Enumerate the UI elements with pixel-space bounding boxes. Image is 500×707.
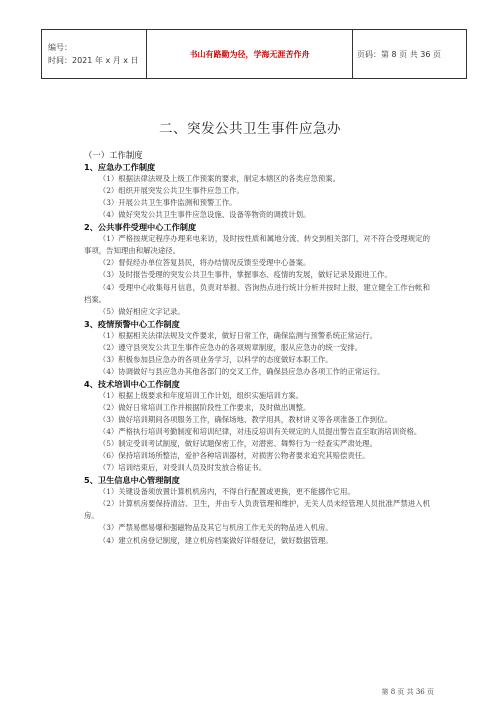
page-header (41, 29, 467, 79)
paragraph: （4）建立机房登记制度，建立机房档案做好详细登记，做好数据管理。 (98, 535, 333, 545)
paragraph: （1）根据上级要求和年度培训工作计划，组织实施培训方案。 (98, 390, 304, 400)
paragraph: （6）保持培训场所整洁，爱护各种培训器材，对损害公物者要求追究其赔偿责任。 (98, 451, 370, 461)
paragraph: （4）协调做好与县应急办其他各部门的交叉工作，确保县应急办各项工作的正常运行。 (98, 366, 385, 376)
paragraph: （1）严格按规定程序办理来电来访，及时按性质和属地分流、转交到相关部门，对不符合受理规定的事项，告知理由和解决途径。 (84, 234, 430, 256)
paragraph: （2）组织开展突发公共卫生事件应急工作。 (98, 186, 244, 196)
subsection-heading: 3、疫情预警中心工作制度 (84, 318, 180, 329)
page-info: 页码：第 8 页 共 36 页 (353, 30, 467, 79)
paragraph: （5）制定受训考试制度，做好试题保密工作，对潜密、舞弊行为一经查实严肃处理。 (98, 439, 377, 449)
subsection-heading: 1、应急办工作制度 (84, 162, 156, 173)
paragraph: （4）做好突发公共卫生事件应急设施、设备等物资的调拨计划。 (98, 210, 311, 220)
paragraph: （3）开展公共卫生事件监测和预警工作。 (98, 198, 237, 208)
subsection-heading: 5、卫生信息中心管理制度 (84, 475, 180, 486)
page-footer: 第 8 页 共 36 页 (381, 688, 434, 696)
section-heading: （一）工作制度 (84, 150, 143, 160)
paragraph: （2）计算机房要保持清洁、卫生，并由专人负责管理和维护，无关人员未经管理人员批准严禁进入机房。 (84, 499, 430, 521)
paragraph: （2）遵守县突发公共卫生事件应急办的各项规章制度，服从应急办的统一安排。 (98, 342, 363, 352)
document-body (84, 149, 430, 547)
paragraph: （1）根据相关法律法规及文件要求，做好日常工作，确保监测与预警系统正常运行。 (98, 330, 377, 340)
time-label: 时间：2021 年 x 月 x 日 (48, 56, 139, 65)
paragraph: （2）做好日常培训工作并根据阶段性工作要求，及时做出调整。 (98, 402, 311, 412)
paragraph: （3）严禁易燃易爆和强磁物品及其它与机房工作无关的物品进入机房。 (98, 523, 333, 533)
paragraph: （3）及时报告受理的突发公共卫生事件，掌握事态、疫情的发展，做好记录及跟进工作。 (98, 270, 392, 280)
paragraph: （1）关键设备须放置计算机机房内，不得自行配置或更换，更不能挪作它用。 (98, 487, 355, 497)
paragraph: （4）受理中心收集每月信息，负责对举报、咨询热点进行统计分析并按时上报，建立健全工作台帐和档案。 (84, 282, 430, 304)
header-meta (42, 30, 147, 79)
subsection-heading: 4、技术培训中心工作制度 (84, 378, 180, 389)
doc-number-label: 编号： (48, 43, 72, 52)
paragraph: （3）做好培训期间各项服务工作，确保场地、教学用具，教材讲义等各项准备工作到位。 (98, 415, 392, 425)
paragraph: （7）培训结束后，对受训人员及时发放合格证书。 (98, 463, 267, 473)
motto: 书山有路勤为径，学海无涯苦作舟 (147, 30, 353, 79)
paragraph: （5）做好相应文字记录。 (98, 306, 185, 316)
subsection-heading: 2、公共事件受理中心工作制度 (84, 222, 197, 233)
paragraph: （3）积极参加县应急办的各项业务学习，以科学的态度做好本职工作。 (98, 354, 333, 364)
paragraph: （2）督促经办单位答复县民，将办结情况反馈至受理中心备案。 (98, 258, 311, 268)
paragraph: （1）根据法律法规及上级工作预案的要求，制定本辖区的各类应急预案。 (98, 174, 341, 184)
document-title: 二、突发公共卫生事件应急办 (159, 121, 341, 137)
paragraph: （4）严格执行培训考勤制度和培训纪律，对违反培训有关规定的人员提出警告直至取消培训资格。 (98, 427, 422, 437)
